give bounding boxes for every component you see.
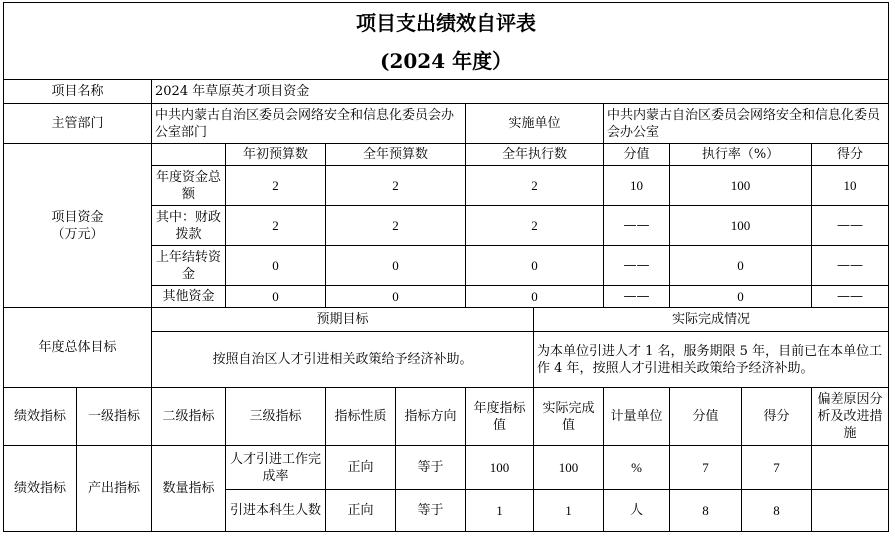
funds-header: 全年预算数 (326, 144, 466, 166)
funds-cell: 0 (670, 246, 812, 286)
funds-cell: 100 (670, 166, 812, 206)
indicator-header: 一级指标 (77, 388, 152, 446)
funds-row-label: 其中：财政拨款 (152, 206, 226, 246)
funds-cell: —— (604, 206, 670, 246)
expected-goal-text: 按照自治区人才引进相关政策给予经济补助。 (152, 332, 534, 388)
funds-cell: —— (604, 286, 670, 308)
indicator-direction: 等于 (396, 446, 466, 490)
funds-cell: —— (812, 246, 889, 286)
actual-result-text: 为本单位引进人才 1 名，服务期限 5 年，目前已在本单位工作 4 年，按照人才引进相关政策给予经济补助。 (534, 332, 889, 388)
indicator-group-label: 绩效指标 (4, 446, 77, 532)
indicator-header: 年度指标值 (466, 388, 534, 446)
funds-cell: 0 (226, 246, 326, 286)
dept-value: 中共内蒙古自治区委员会网络安全和信息化委员会办公室部门 (152, 104, 466, 144)
impl-unit-label: 实施单位 (466, 104, 604, 144)
indicator-header: 分值 (670, 388, 742, 446)
self-evaluation-sheet (3, 2, 888, 547)
indicator-header: 计量单位 (604, 388, 670, 446)
funds-cell: 0 (466, 246, 604, 286)
funds-cell: —— (604, 246, 670, 286)
indicator-header: 三级指标 (226, 388, 326, 446)
funds-header: 得分 (812, 144, 889, 166)
funds-cell: 2 (466, 166, 604, 206)
level1-indicator: 产出指标 (77, 446, 152, 532)
indicator-actual: 100 (534, 446, 604, 490)
dept-label: 主管部门 (4, 104, 152, 144)
funds-cell: 2 (326, 166, 466, 206)
funds-cell: 0 (670, 286, 812, 308)
indicator-nature: 正向 (326, 490, 396, 532)
funds-label: 项目资金 （万元） (4, 144, 152, 308)
impl-unit-value: 中共内蒙古自治区委员会网络安全和信息化委员会办公室 (604, 104, 889, 144)
indicator-target: 100 (466, 446, 534, 490)
indicator-unit: 人 (604, 490, 670, 532)
funds-cell: 0 (226, 286, 326, 308)
expected-goal-header: 预期目标 (152, 308, 534, 332)
actual-result-header: 实际完成情况 (534, 308, 889, 332)
funds-header: 分值 (604, 144, 670, 166)
indicator-score: 7 (742, 446, 812, 490)
indicator-header: 二级指标 (152, 388, 226, 446)
funds-header-blank (152, 144, 226, 166)
project-name-value: 2024 年草原英才项目资金 (152, 80, 889, 104)
indicator-target: 1 (466, 490, 534, 532)
indicator-score-value: 7 (670, 446, 742, 490)
indicator-nature: 正向 (326, 446, 396, 490)
funds-cell: 2 (226, 206, 326, 246)
funds-cell: 2 (466, 206, 604, 246)
funds-cell: 2 (226, 166, 326, 206)
funds-row-label: 上年结转资金 (152, 246, 226, 286)
funds-header: 全年执行数 (466, 144, 604, 166)
level2-indicator: 数量指标 (152, 446, 226, 532)
indicator-reason (812, 490, 889, 532)
funds-cell: 0 (466, 286, 604, 308)
funds-cell: 10 (604, 166, 670, 206)
funds-cell: 10 (812, 166, 889, 206)
page-subtitle: (2024 年度） (4, 43, 889, 80)
indicator-direction: 等于 (396, 490, 466, 532)
indicator-score-value: 8 (670, 490, 742, 532)
indicator-reason (812, 446, 889, 490)
funds-cell: 100 (670, 206, 812, 246)
indicator-score: 8 (742, 490, 812, 532)
page-title: 项目支出绩效自评表 (4, 3, 889, 44)
indicator-actual: 1 (534, 490, 604, 532)
funds-cell: 0 (326, 286, 466, 308)
indicator-header: 偏差原因分析及改进措施 (812, 388, 889, 446)
funds-cell: —— (812, 206, 889, 246)
indicator-unit: % (604, 446, 670, 490)
level3-indicator: 人才引进工作完成率 (226, 446, 326, 490)
funds-cell: 2 (326, 206, 466, 246)
funds-row-label: 年度资金总额 (152, 166, 226, 206)
funds-header: 执行率（%） (670, 144, 812, 166)
funds-cell: 0 (326, 246, 466, 286)
indicator-header: 得分 (742, 388, 812, 446)
indicator-header: 实际完成值 (534, 388, 604, 446)
annual-goal-label: 年度总体目标 (4, 308, 152, 388)
performance-table (3, 2, 889, 532)
project-name-label: 项目名称 (4, 80, 152, 104)
indicator-header: 绩效指标 (4, 388, 77, 446)
funds-row-label: 其他资金 (152, 286, 226, 308)
indicator-header: 指标性质 (326, 388, 396, 446)
indicator-header: 指标方向 (396, 388, 466, 446)
funds-header: 年初预算数 (226, 144, 326, 166)
level3-indicator: 引进本科生人数 (226, 490, 326, 532)
funds-cell: —— (812, 286, 889, 308)
